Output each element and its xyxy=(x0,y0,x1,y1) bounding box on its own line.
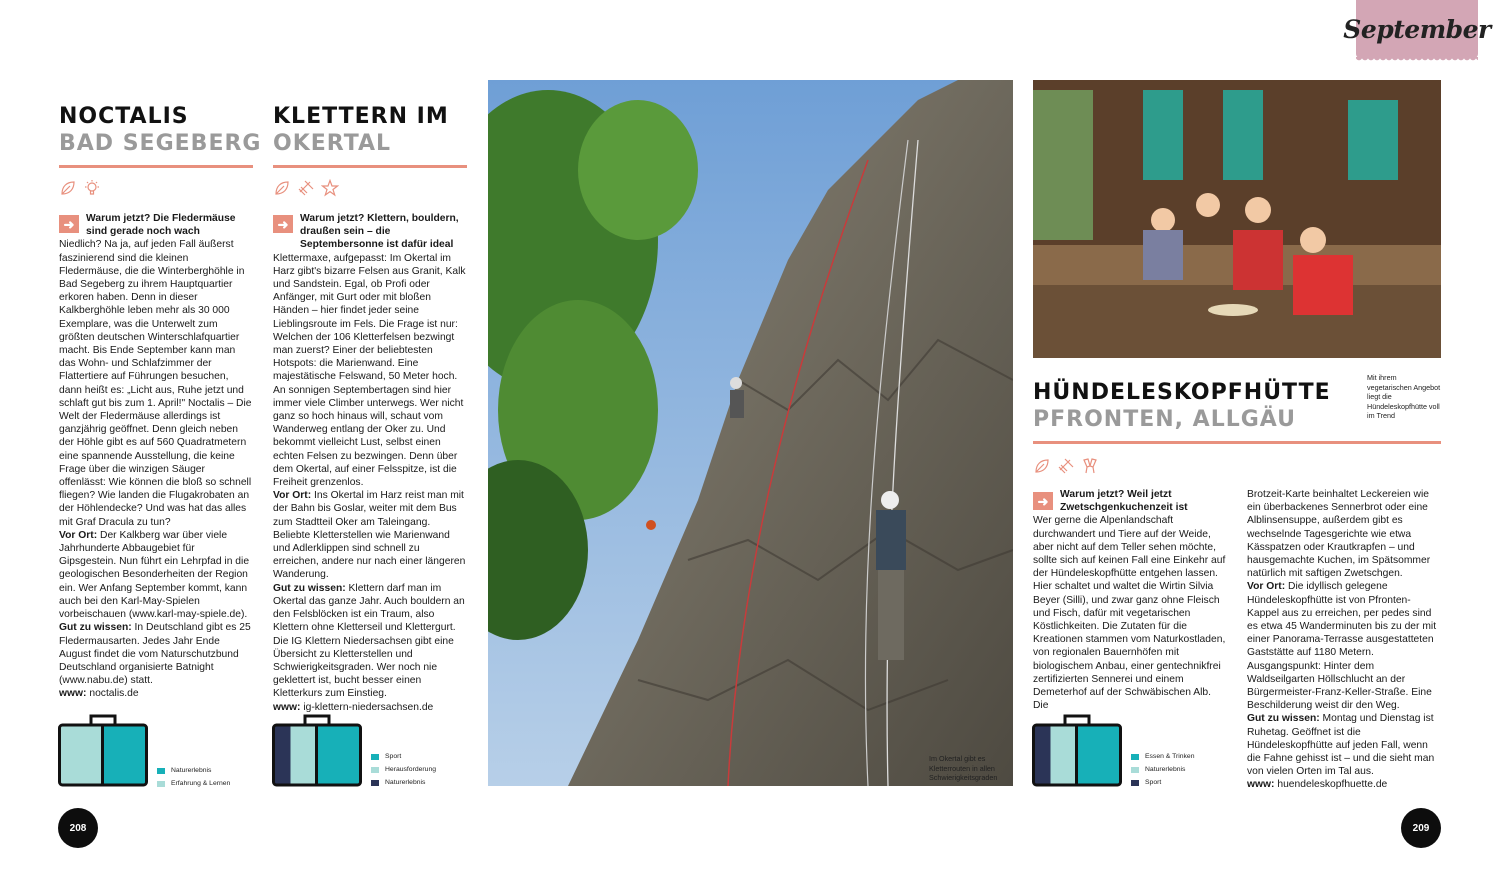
leaf-icon xyxy=(59,179,77,197)
leaf-icon xyxy=(1033,457,1051,475)
okertal-text: Klettermaxe, aufgepasst: Im Okertal im Harz gibt's bizarre Felsen aus Granit, Kalk und Sandstein. Egal, ob Profi oder Anfänger, mit Gurt oder mit bloßen Händen – hier findet jeder seine Lieblingsroute im Fels. Die Frage ist nur: Welchen der 106 Kletterfelsen bezwingt man zuerst? Einer der beliebtesten Hotspots: die Marienwand. Eine majestätische Felswand, 50 Meter hoch. An sonnigen Septembertagen sind hier immer viele Climber unterwegs. Wer nicht ganz so hoch hinaus will, schaut vom Wanderweg entlang der Oker zu. Und bekommt vielleicht Lust, selbst einen echten Felsen zu bezwingen. Denn über dem Okertal, auf einer Felsspitze, ist die Freiheit grenzenlos. xyxy=(273,252,466,489)
climbing-photo xyxy=(488,80,1013,786)
noctalis-category-icons xyxy=(59,179,101,197)
hut-heading xyxy=(1033,379,1363,433)
legend-item: Erfahrung & Lernen xyxy=(171,780,231,787)
okertal-rule xyxy=(273,165,467,168)
okertal-legend xyxy=(371,750,436,789)
noctalis-vor-ort: Der Kalkberg war über viele Jahrhunderte Abbaugebiet für Gipsgestein. Nun führt ein Lehrpfad in die geologischen Besonderheiten der Region ein. Wer Anfang September kommt, kann auch bei den Karl-May-Spielen vorbeischauen (www.karl-may-spiele.de). xyxy=(59,529,250,621)
okertal-heading xyxy=(273,103,467,157)
leaf-icon xyxy=(273,179,291,197)
hut-photo xyxy=(1033,80,1441,358)
noctalis-body xyxy=(59,212,253,701)
hut-subtitle: PFRONTEN, ALLGÄU xyxy=(1033,407,1297,432)
dumbbell-icon xyxy=(1057,457,1075,475)
www-label: www: xyxy=(273,701,301,713)
hut-rule xyxy=(1033,441,1441,444)
climbing-photo-caption: Im Okertal gibt es Kletterrouten in allen Schwierigkeitsgraden xyxy=(929,754,998,782)
hut-text-continued: Brotzeit-Karte beinhaltet Leckereien wie ein überbackenes Sennerbrot oder eine Alblinsensuppe, außerdem gibt es wechselnde Tagesgerichte wie etwa Kässpatzen oder Krautkrapfen – und hausgemachte Kuchen, im Spätsommer natürlich mit saftigen Zwetschgen. xyxy=(1247,489,1431,580)
noctalis-rule xyxy=(59,165,253,168)
legend-item: Sport xyxy=(1145,779,1162,786)
noctalis-subtitle: BAD SEGEBERG xyxy=(59,131,262,156)
okertal-gut: Klettern darf man im Okertal das ganze Jahr. Auch bouldern an den Felsblöcken ist ein Traum, also Klettern ohne Kletterseil und Klettergurt. Die IG Klettern Niedersachsen gibt eine Übersicht zu Kletterstellen und Schwierigkeitsgraden. Wer noch nie geklettert ist, bucht besser einen Kletterkurs zum Einstieg. xyxy=(273,582,465,700)
okertal-title: KLETTERN IM xyxy=(273,104,449,129)
legend-item: Naturerlebnis xyxy=(385,779,426,786)
cheers-icon xyxy=(1081,457,1099,475)
hut-category-icons xyxy=(1033,457,1099,475)
arrow-icon: ➜ xyxy=(1033,492,1053,510)
page-number-right: 209 xyxy=(1401,808,1441,848)
vor-ort-label: Vor Ort: xyxy=(59,529,98,541)
arrow-icon: ➜ xyxy=(273,215,293,233)
www-label: www: xyxy=(1247,779,1275,791)
hut-title: HÜNDELESKOPFHÜTTE xyxy=(1033,380,1331,405)
www-label: www: xyxy=(59,688,87,700)
okertal-www-link[interactable]: ig-klettern-niedersachsen.de xyxy=(303,701,434,713)
month-tab xyxy=(1343,0,1491,58)
page-number-left: 208 xyxy=(58,808,98,848)
legend-item: Herausforderung xyxy=(385,766,437,773)
hut-photo-caption: Mit ihrem vegetarischen Angebot liegt die Hündeleskopfhütte voll im Trend xyxy=(1367,373,1441,420)
noctalis-text: Niedlich? Na ja, auf jeden Fall äußerst faszinierend sind die kleinen Fledermäuse, die die Winterberghöhle in Bad Segeberg zu ihrem Hauptquartier erkoren haben. Denn in dieser Kalkberghöhle leben mehr als 30 000 Exemplare, was die Unterwelt zum größten deutschen Winterschlafquartier macht. Bis Ende September kann man das Wohn- und Schlafzimmer der Flattertiere auf Führungen besuchen, dann heißt es: „Licht aus, Ruhe jetzt und schlaft gut bis zum 1. April!" Noctalis – Die Welt der Fledermäuse allerdings ist ganzjährig geöffnet. Denn gleich neben der Höhle gibt es auf 560 Quadratmetern eine spannende Ausstellung, die keine Frage über die winzigen Säuger offenlässt: Wie können die bloß so schnell fliegen? Wie landen die Flugakrobaten an der Höhlendecke? Und was hat das alles mit Graf Dracula zu tun? xyxy=(59,239,252,528)
arrow-icon: ➜ xyxy=(59,215,79,233)
legend-item: Sport xyxy=(385,753,402,760)
okertal-subtitle: OKERTAL xyxy=(273,131,392,156)
okertal-body xyxy=(273,212,467,714)
gut-zu-wissen-label: Gut zu wissen: xyxy=(1247,713,1320,725)
okertal-category-icons xyxy=(273,179,339,197)
legend-item: Naturerlebnis xyxy=(171,767,212,774)
noctalis-title: NOCTALIS xyxy=(59,104,189,129)
hut-body-continued xyxy=(1247,488,1441,792)
dumbbell-icon xyxy=(297,179,315,197)
suitcase-icon xyxy=(58,713,148,787)
hut-text: Wer gerne die Alpenlandschaft durchwandert und Tiere auf der Weide, aber nicht auf dem Teller sehen möchte, sollte sich auf keinen Fall eine Einkehr auf der Hündeleskopfhütte entgehen lassen. Hier schaltet und waltet die Wirtin Silvia Beyer (Silli), und zwar ganz ohne Fleisch und Fisch, dafür mit vegetarischen Köstlichkeiten. Die Zutaten für die Kreationen stammen vom Naturkostladen, von regionalen Bauernhöfen mit biologischem Anbau, einer gentechnikfrei zertifizierten Sennerei und einem Demeterhof auf der Schwäbischen Alb. Die xyxy=(1033,515,1226,712)
gut-zu-wissen-label: Gut zu wissen: xyxy=(59,622,132,634)
hut-www-link[interactable]: huendeleskopfhuette.de xyxy=(1277,779,1388,791)
month-label: September xyxy=(1343,14,1491,44)
hut-vor-ort: Die idyllisch gelegene Hündeleskopfhütte ist von Pfronten-Kappel aus zu erreichen, per pedes sind es etwa 45 Wanderminuten bis zu der mit einer Panorama-Terrasse ausgestatteten Gaststätte auf 1180 Metern. Ausgangspunkt: Hinter dem Waldseilgarten Höllschlucht an der Bürgermeister-Franz-Keller-Straße. Eine Beschilderung weist dir den Weg. xyxy=(1247,581,1437,712)
noctalis-legend xyxy=(157,764,230,790)
noctalis-www-link[interactable]: noctalis.de xyxy=(89,688,139,700)
okertal-lead: Warum jetzt? Klettern, bouldern, draußen sein – die Septembersonne ist dafür ideal xyxy=(300,213,459,251)
okertal-vor-ort: Ins Okertal im Harz reist man mit der Bahn bis Goslar, weiter mit dem Bus zum Stadtteil Oker am Taleingang. Beliebte Kletterstellen wie Marienwand und Adlerklippen sind schnell zu erreichen, andere nur nach einer längeren Wanderung. xyxy=(273,490,466,581)
gut-zu-wissen-label: Gut zu wissen: xyxy=(273,582,346,594)
hut-body xyxy=(1033,488,1227,712)
noctalis-gut: In Deutschland gibt es 25 Fledermausarten. Jedes Jahr Ende August findet die vom Naturschutzbund Deutschland organisierte Batnight (www.nabu.de) statt. xyxy=(59,622,251,687)
vor-ort-label: Vor Ort: xyxy=(273,490,312,502)
legend-item: Naturerlebnis xyxy=(1145,766,1186,773)
vor-ort-label: Vor Ort: xyxy=(1247,581,1286,593)
hut-gut: Montag und Dienstag ist Ruhetag. Geöffnet ist die Hündeleskopfhütte auf jeden Fall, wenn die Fahne gehisst ist – und die sieht man von vielen Orten im Tal aus. xyxy=(1247,713,1435,778)
star-icon xyxy=(321,179,339,197)
suitcase-icon xyxy=(272,713,362,787)
hut-legend xyxy=(1131,750,1195,789)
noctalis-heading xyxy=(59,103,262,157)
noctalis-lead: Warum jetzt? Die Fledermäuse sind gerade noch wach xyxy=(86,213,236,238)
lightbulb-icon xyxy=(83,179,101,197)
legend-item: Essen & Trinken xyxy=(1145,753,1195,760)
hut-lead: Warum jetzt? Weil jetzt Zwetschgenkuchenzeit ist xyxy=(1060,489,1188,514)
suitcase-icon xyxy=(1032,713,1122,787)
